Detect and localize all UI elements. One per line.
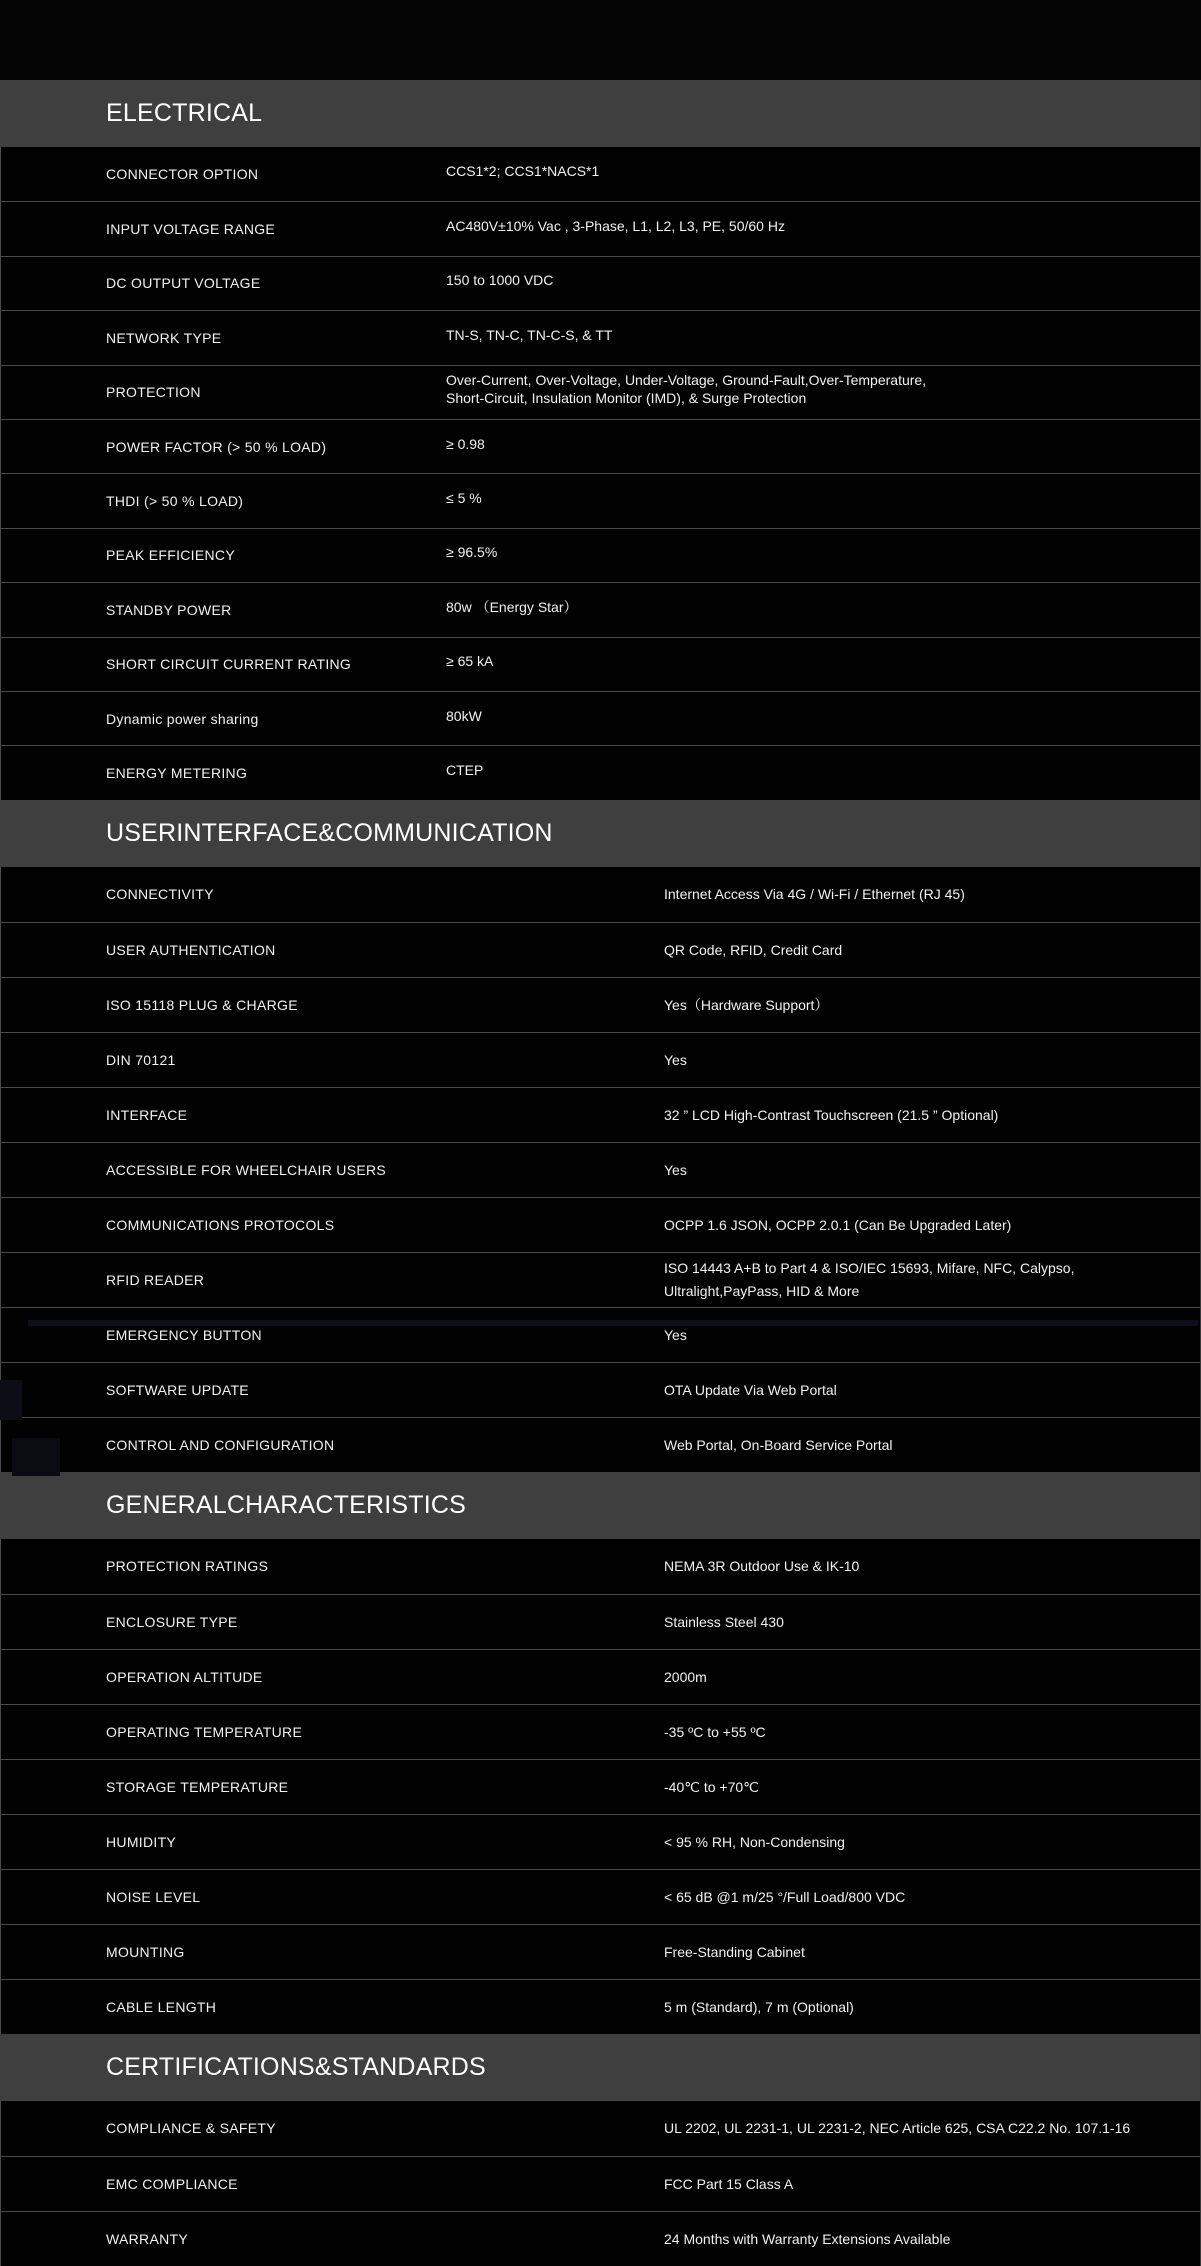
spec-value: < 65 dB @1 m/25 °/Full Load/800 VDC [664, 1888, 906, 1905]
spec-value: Yes（Hardware Support） [664, 996, 829, 1013]
section-title: CERTIFICATIONS&STANDARDS [106, 2052, 486, 2081]
section-title: GENERALCHARACTERISTICS [106, 1490, 467, 1519]
spec-label: CONNECTIVITY [106, 886, 214, 903]
spec-label: WARRANTY [106, 2230, 188, 2247]
spec-label: DIN 70121 [106, 1051, 176, 1068]
spec-rows [0, 2101, 1200, 2266]
spec-row [0, 1252, 1200, 1307]
section-title: USERINTERFACE&COMMUNICATION [106, 818, 553, 847]
spec-value: ≥ 96.5% [446, 544, 498, 561]
spec-rows [0, 1539, 1200, 2034]
spec-value-line1: ISO 14443 A+B to Part 4 & ISO/IEC 15693, Mifare, NFC, Calypso, [664, 1259, 1075, 1276]
spec-value: 5 m (Standard), 7 m (Optional) [664, 1998, 854, 2015]
spec-label: COMPLIANCE & SAFETY [106, 2120, 276, 2137]
spec-value: QR Code, RFID, Credit Card [664, 941, 843, 958]
spec-value: 24 Months with Warranty Extensions Available [664, 2230, 951, 2247]
spec-value: 80kW [446, 707, 482, 724]
spec-value-line2: Ultralight,PayPass, HID & More [664, 1282, 860, 1299]
spec-label: OPERATING TEMPERATURE [106, 1723, 303, 1740]
spec-label: INPUT VOLTAGE RANGE [106, 221, 276, 238]
spec-row [0, 1759, 1200, 1814]
spec-label: CONNECTOR OPTION [106, 166, 259, 183]
spec-row [0, 1417, 1200, 1472]
spec-value: CTEP [446, 761, 484, 778]
spec-value-line1: Over-Current, Over-Voltage, Under-Voltage, Ground-Fault,Over-Temperature, [446, 372, 927, 389]
spec-row [0, 147, 1200, 201]
spec-row [0, 1197, 1200, 1252]
spec-label: STORAGE TEMPERATURE [106, 1778, 289, 1795]
spec-label: STANDBY POWER [106, 601, 232, 618]
section-user-interface [0, 800, 1200, 1472]
spec-value: CCS1*2; CCS1*NACS*1 [446, 163, 600, 180]
spec-value: 150 to 1000 VDC [446, 272, 554, 289]
spec-row [0, 365, 1200, 419]
decorative-artifact [0, 1380, 22, 1420]
spec-row [0, 201, 1200, 255]
spec-value: Internet Access Via 4G / Wi-Fi / Ethernet (RJ 45) [664, 886, 965, 903]
spec-value: Yes [664, 1161, 687, 1178]
spec-value: OCPP 1.6 JSON, OCPP 2.0.1 (Can Be Upgraded Later) [664, 1216, 1012, 1233]
spec-row [0, 1362, 1200, 1417]
spec-value: 80w （Energy Star） [446, 598, 578, 615]
spec-label: COMMUNICATIONS PROTOCOLS [106, 1216, 335, 1233]
section-header [0, 80, 1200, 147]
spec-value: Web Portal, On-Board Service Portal [664, 1436, 893, 1453]
section-certifications [0, 2034, 1200, 2266]
spec-row [0, 1814, 1200, 1869]
spec-row [0, 1087, 1200, 1142]
spec-value: -35 ºC to +55 ºC [664, 1723, 766, 1740]
spec-row [0, 691, 1200, 745]
spec-label: MOUNTING [106, 1943, 185, 1960]
spec-value: NEMA 3R Outdoor Use & IK-10 [664, 1558, 860, 1575]
spec-value: FCC Part 15 Class A [664, 2175, 794, 2192]
spec-value: Stainless Steel 430 [664, 1613, 784, 1630]
decorative-stripe [28, 1320, 1198, 1326]
spec-value: ≤ 5 % [446, 490, 482, 507]
spec-label: DC OUTPUT VOLTAGE [106, 275, 261, 292]
spec-row [0, 867, 1200, 922]
spec-row [0, 1032, 1200, 1087]
spec-label: HUMIDITY [106, 1833, 177, 1850]
spec-value: -40℃ to +70℃ [664, 1778, 759, 1795]
spec-row [0, 1869, 1200, 1924]
spec-row [0, 310, 1200, 364]
spec-row [0, 1649, 1200, 1704]
spec-label: EMERGENCY BUTTON [106, 1326, 262, 1343]
section-title: ELECTRICAL [106, 99, 263, 127]
spec-value-line2: Short-Circuit, Insulation Monitor (IMD), & Surge Protection [446, 390, 807, 407]
spec-value: < 95 % RH, Non-Condensing [664, 1833, 845, 1850]
spec-value: 2000m [664, 1668, 707, 1685]
spec-row [0, 1594, 1200, 1649]
spec-label: SHORT CIRCUIT CURRENT RATING [106, 656, 352, 673]
spec-row [0, 1979, 1200, 2034]
spec-label: PROTECTION [106, 384, 201, 401]
spec-rows [0, 147, 1200, 800]
spec-label: PEAK EFFICIENCY [106, 547, 235, 564]
spec-label: Dynamic power sharing [106, 710, 259, 727]
spec-row [0, 922, 1200, 977]
spec-label: RFID READER [106, 1271, 205, 1288]
spec-value: ≥ 0.98 [446, 435, 485, 452]
spec-row [0, 528, 1200, 582]
spec-value [446, 371, 926, 407]
spec-row [0, 745, 1200, 799]
spec-value: 32 ” LCD High-Contrast Touchscreen (21.5 ” Optional) [664, 1106, 999, 1123]
section-header [0, 1472, 1200, 1539]
spec-row [0, 582, 1200, 636]
spec-label: SOFTWARE UPDATE [106, 1381, 249, 1398]
spec-row [0, 1704, 1200, 1759]
spec-label: EMC COMPLIANCE [106, 2175, 238, 2192]
spec-value: Yes [664, 1051, 687, 1068]
section-header [0, 800, 1200, 867]
spec-label: THDI (> 50 % LOAD) [106, 493, 244, 510]
spec-value: OTA Update Via Web Portal [664, 1381, 837, 1398]
spec-row [0, 637, 1200, 691]
spec-row [0, 1142, 1200, 1197]
section-header [0, 2034, 1200, 2101]
spec-row [0, 2156, 1200, 2211]
spec-row [0, 256, 1200, 310]
decorative-artifact [12, 1438, 60, 1476]
spec-value: AC480V±10% Vac , 3-Phase, L1, L2, L3, PE, 50/60 Hz [446, 218, 785, 235]
spec-row [0, 977, 1200, 1032]
spec-label: ISO 15118 PLUG & CHARGE [106, 996, 298, 1013]
spec-label: POWER FACTOR (> 50 % LOAD) [106, 438, 327, 455]
spec-label: USER AUTHENTICATION [106, 941, 276, 958]
spec-row [0, 419, 1200, 473]
spec-value: Yes [664, 1326, 687, 1343]
spec-label: ENCLOSURE TYPE [106, 1613, 238, 1630]
section-electrical [0, 80, 1200, 800]
spec-value: Free-Standing Cabinet [664, 1943, 805, 1960]
spec-label: INTERFACE [106, 1106, 188, 1123]
spec-label: ACCESSIBLE FOR WHEELCHAIR USERS [106, 1161, 387, 1178]
spec-value: UL 2202, UL 2231-1, UL 2231-2, NEC Article 625, CSA C22.2 No. 107.1-16 [664, 2120, 1131, 2137]
spec-value: TN-S, TN-C, TN-C-S, & TT [446, 326, 613, 343]
spec-label: OPERATION ALTITUDE [106, 1668, 263, 1685]
spec-sheet [0, 80, 1201, 2266]
spec-label: CABLE LENGTH [106, 1998, 217, 2015]
spec-value: ≥ 65 kA [446, 653, 494, 670]
spec-label: PROTECTION RATINGS [106, 1558, 269, 1575]
spec-rows [0, 867, 1200, 1472]
section-general-characteristics [0, 1472, 1200, 2034]
spec-row [0, 2211, 1200, 2266]
spec-row [0, 1924, 1200, 1979]
spec-row [0, 1539, 1200, 1594]
spec-label: NOISE LEVEL [106, 1888, 201, 1905]
spec-row [0, 473, 1200, 527]
spec-label: NETWORK TYPE [106, 329, 222, 346]
spec-row [0, 1307, 1200, 1362]
spec-label: ENERGY METERING [106, 764, 248, 781]
spec-value [664, 1257, 1074, 1303]
spec-row [0, 2101, 1200, 2156]
spec-label: CONTROL AND CONFIGURATION [106, 1436, 335, 1453]
